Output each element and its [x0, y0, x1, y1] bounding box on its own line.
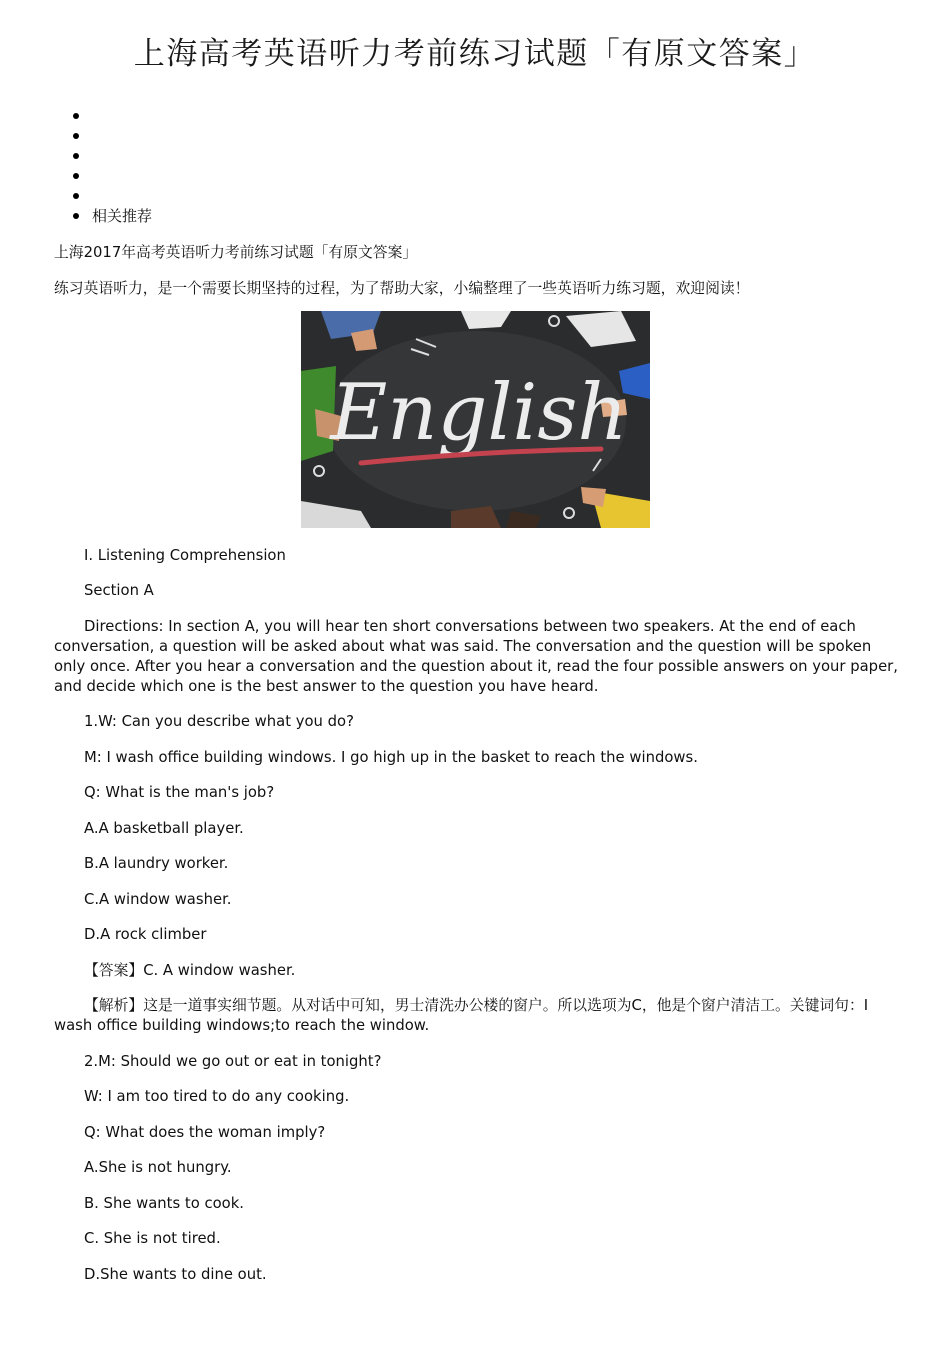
- intro-paragraph: 练习英语听力，是一个需要长期坚持的过程，为了帮助大家，小编整理了一些英语听力练习题，欢迎阅读！: [54, 280, 750, 297]
- toc-item[interactable]: [73, 106, 152, 126]
- toc-item[interactable]: [73, 166, 152, 186]
- section-heading: I. Listening Comprehension: [84, 547, 286, 564]
- q2-option-a: A.She is not hungry.: [84, 1159, 232, 1176]
- q1-option-c: C.A window washer.: [84, 891, 232, 908]
- q1-option-d: D.A rock climber: [84, 926, 207, 943]
- toc-item-related[interactable]: 相关推荐: [73, 206, 152, 226]
- q1-option-a: A.A basketball player.: [84, 820, 244, 837]
- page-title: 上海高考英语听力考前练习试题「有原文答案」: [133, 36, 817, 72]
- q2-option-c: C. She is not tired.: [84, 1230, 221, 1247]
- q2-woman-line: W: I am too tired to do any cooking.: [84, 1088, 350, 1105]
- english-chalkboard-image: [301, 311, 650, 528]
- q2-question: Q: What does the woman imply?: [84, 1124, 326, 1141]
- q1-option-b: B.A laundry worker.: [84, 855, 229, 872]
- q1-analysis: 【解析】这是一道事实细节题。从对话中可知，男士清洗办公楼的窗户。所以选项为C，他是个窗户清洁工。关键词句：I wash office building windows;to reach the window.: [54, 997, 869, 1034]
- q1-man-line: M: I wash office building windows. I go high up in the basket to reach the windows.: [84, 749, 698, 766]
- q2-man-line: 2.M: Should we go out or eat in tonight?: [84, 1053, 382, 1070]
- toc-item[interactable]: [73, 186, 152, 206]
- table-of-contents: [73, 106, 152, 226]
- subtitle: 上海2017年高考英语听力考前练习试题「有原文答案」: [54, 244, 418, 261]
- q1-answer: 【答案】C. A window washer.: [84, 962, 296, 979]
- chalk-word: English: [330, 368, 628, 458]
- q1-question: Q: What is the man's job?: [84, 784, 275, 801]
- q2-option-d: D.She wants to dine out.: [84, 1266, 267, 1283]
- toc-item[interactable]: [73, 126, 152, 146]
- q2-option-b: B. She wants to cook.: [84, 1195, 244, 1212]
- q1-woman-line: 1.W: Can you describe what you do?: [84, 713, 354, 730]
- directions-paragraph: Directions: In section A, you will hear ten short conversations between two speakers. At the end of each conversation, a question will be asked about what was said. The conversation and the question will be spoken only once. After you hear a conversation and the question about it, read the four possible answers on your paper, and decide which one is the best answer to the question you have heard.: [54, 618, 898, 695]
- toc-item[interactable]: [73, 146, 152, 166]
- section-a-label: Section A: [84, 582, 154, 599]
